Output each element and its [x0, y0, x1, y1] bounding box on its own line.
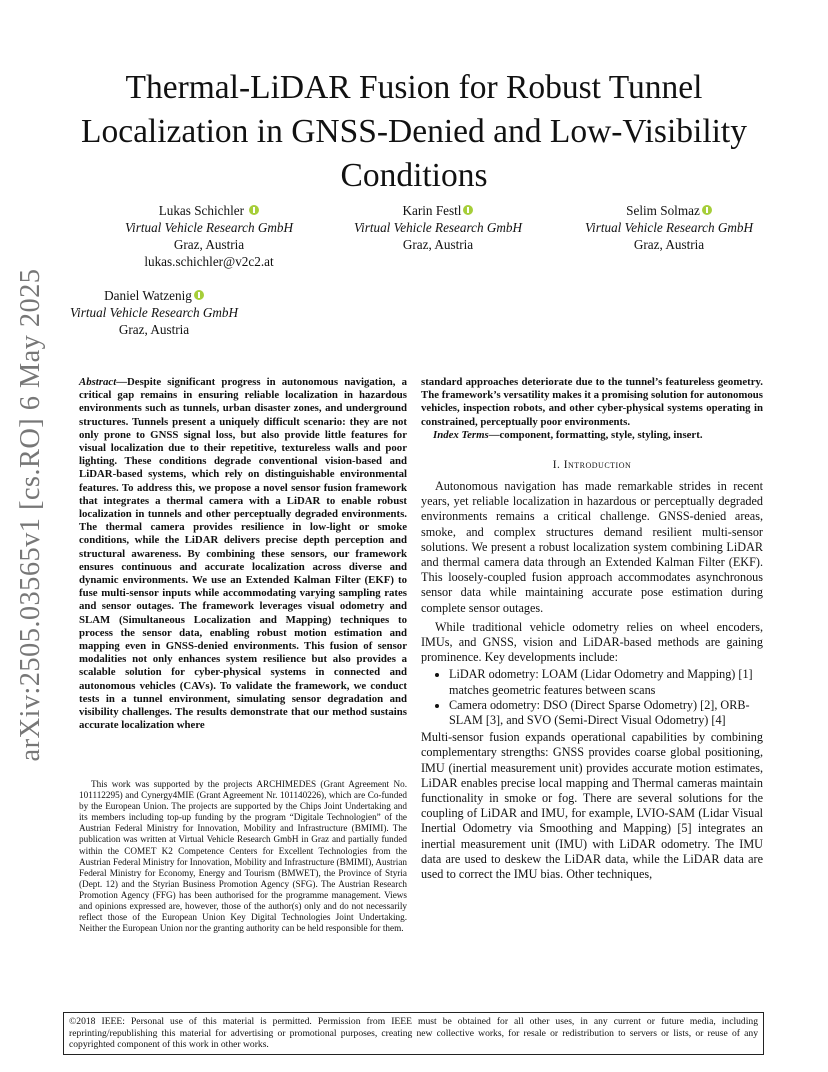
intro-paragraph-3: Multi-sensor fusion expands operational capabilities by combining complementary strengths: GNSS provides coarse global positioning, IMU (inertial measurement unit) provides accurate motion estimates, LiDAR enables precise local mapping and Thermal cameras maintain functionality in smoke or fog. There are several solutions for the coupling of LiDAR and IMU, for example, LVIO-SAM (Lidar Visual Inertial Odometry via Smoothing and Mapping) [5] integrates an inertial measurement unit (IMU) with LiDAR odometry. The IMU data are used to deskew the LiDAR data, while the LiDAR data are used to correct the IMU bias. Other techniques, — [421, 730, 763, 882]
index-terms — [421, 429, 763, 442]
arxiv-identifier-text: arXiv:2505.03565v1 [cs.RO] 6 May 2025 — [15, 268, 46, 762]
author-email[interactable]: lukas.schichler@v2c2.at — [144, 254, 274, 269]
author-affiliation: Virtual Vehicle Research GmbH — [584, 220, 754, 235]
orcid-icon[interactable] — [463, 205, 473, 215]
orcid-icon[interactable] — [702, 205, 712, 215]
abstract-text: —Despite significant progress in autonomous navigation, a critical gap remains in ensuring reliable localization in hazardous environments such as tunnels, urban disaster zones, and underground structures. Tunnels present a uniquely difficult scenario: they are not only prone to GNSS signal loss, but also provide little features for visual localization due to their repetitive, textureless walls and poor lighting. These conditions degrade conventional vision-based and LiDAR-based systems, which rely on distinguishable environmental features. To address this, we propose a novel sensor fusion framework that integrates a thermal camera with a LiDAR to enable robust localization in tunnels and other perceptually degraded environments. The thermal camera provides resilience in low-light or smoke conditions, while the LiDAR delivers precise depth perception and structural awareness. By combining these sensors, our framework ensures continuous and accurate localization across diverse and dynamic environments. We use an Extended Kalman Filter (EKF) to fuse multi-sensor inputs while accommodating varying sampling rates and sensor outages. The framework leverages visual odometry and SLAM (Simultaneous Localization and Mapping) techniques to process the sensor data, enabling robust motion estimation and mapping even in GNSS-denied environments. This fusion of sensor modalities not only enhances system resilience but also provides a scalable solution for cyber-physical systems in connected and autonomous vehicles (CAVs). To validate the framework, we conduct tests in a tunnel environment, simulating sensor degradation and visibility challenges. The results demonstrate that our method sustains accurate localization where — [79, 376, 407, 732]
copyright-notice: ©2018 IEEE: Personal use of this material is permitted. Permission from IEEE must be obtained for all other uses, in any current or future media, including reprinting/republishing this material for advertising or promotional purposes, creating new collective works, for resale or redistribution to servers or lists, or reuse of any copyrighted component of this work in other works. — [63, 1012, 764, 1055]
index-terms-text: —component, formatting, style, styling, insert. — [488, 428, 703, 441]
odometry-bullet-list — [421, 667, 763, 728]
author-block-1 — [89, 202, 329, 270]
author-location: Graz, Austria — [633, 237, 705, 252]
author-location: Graz, Austria — [118, 322, 190, 337]
author-affiliation: Virtual Vehicle Research GmbH — [69, 305, 239, 320]
left-column — [79, 376, 407, 732]
intro-paragraph-1: Autonomous navigation has made remarkable strides in recent years, yet reliable localization in hazardous or perceptually degraded environments remains a critical challenge. GNSS-denied areas, smoke, and complex structures demand resilient multi-sensor solutions. We present a robust localization system combining LiDAR and thermal camera data through an Extended Kalman Filter (EKF). This loosely-coupled fusion approach accommodates asynchronous sensor data while maintaining accurate pose estimation during complete sensor outages. — [421, 479, 763, 615]
abstract — [79, 376, 407, 732]
arxiv-identifier — [10, 268, 52, 762]
author-name: Lukas Schichler — [89, 202, 329, 219]
list-item: • LiDAR odometry: LOAM (Lidar Odometry and Mapping) [1] matches geometric features between scans — [449, 667, 763, 697]
intro-paragraph-2: While traditional vehicle odometry relies on wheel encoders, IMUs, and GNSS, vision and LiDAR-based methods are gaining prominence. Key developments include: — [421, 619, 763, 665]
funding-footnote: This work was supported by the projects ARCHIMEDES (Grant Agreement No. 101112295) and Cynergy4MIE (Grant Agreement Nr. 101140226), which are Co-funded by the European Union. The projects are supported by the Chips Joint Undertaking and its members including top-up funding by the program “Digitale Technologien” of the Austrian Federal Ministry for Innovation, Mobility and Infrastructure (BMIMI). The publication was written at Virtual Vehicle Research GmbH in Graz and partially funded within the COMET K2 Competence Centers for Excellent Technologies from the Austrian Federal Ministry for Innovation, Mobility and Infrastructure (BMIMI), Austrian Federal Ministry for Economy, Energy and Tourism (BMWET), the Province of Styria (Dept. 12) and the Styrian Business Promotion Agency (SFG). The Austrian Research Promotion Agency (FFG) has been authorised for the programme management. Views and opinions expressed are, however, those of the author(s) only and do not necessarily reflect those of the European Union Key Digital Technologies Joint Undertaking. Neither the European Union nor the granting authority can be held responsible for them. — [79, 779, 407, 934]
author-affiliation: Virtual Vehicle Research GmbH — [353, 220, 523, 235]
author-name: Selim Solmaz — [549, 202, 789, 219]
abstract-label: Abstract — [79, 376, 117, 388]
author-block-3 — [549, 202, 789, 253]
index-terms-label: Index Terms — [433, 428, 489, 441]
orcid-icon[interactable] — [249, 205, 259, 215]
author-name: Karin Festl — [318, 202, 558, 219]
abstract-continued: standard approaches deteriorate due to the tunnel’s featureless geometry. The framework’s versatility makes it a promising solution for autonomous vehicles, inspection robots, and other cyber-physical systems operating in constrained, perceptually poor environments. — [421, 376, 763, 428]
orcid-icon[interactable] — [194, 290, 204, 300]
right-column — [421, 376, 763, 882]
author-location: Graz, Austria — [173, 237, 245, 252]
paper-title: Thermal-LiDAR Fusion for Robust Tunnel Localization in GNSS-Denied and Low-Visibility Conditions — [80, 69, 747, 194]
author-location: Graz, Austria — [402, 237, 474, 252]
section-heading: I. Introduction — [552, 459, 632, 472]
author-block-2 — [318, 202, 558, 253]
list-item: • Camera odometry: DSO (Direct Sparse Odometry) [2], ORB-SLAM [3], and SVO (Semi-Direct Visual Odometry) [4] — [449, 698, 763, 728]
author-affiliation: Virtual Vehicle Research GmbH — [124, 220, 294, 235]
author-block-4 — [34, 287, 274, 338]
author-name: Daniel Watzenig — [34, 287, 274, 304]
